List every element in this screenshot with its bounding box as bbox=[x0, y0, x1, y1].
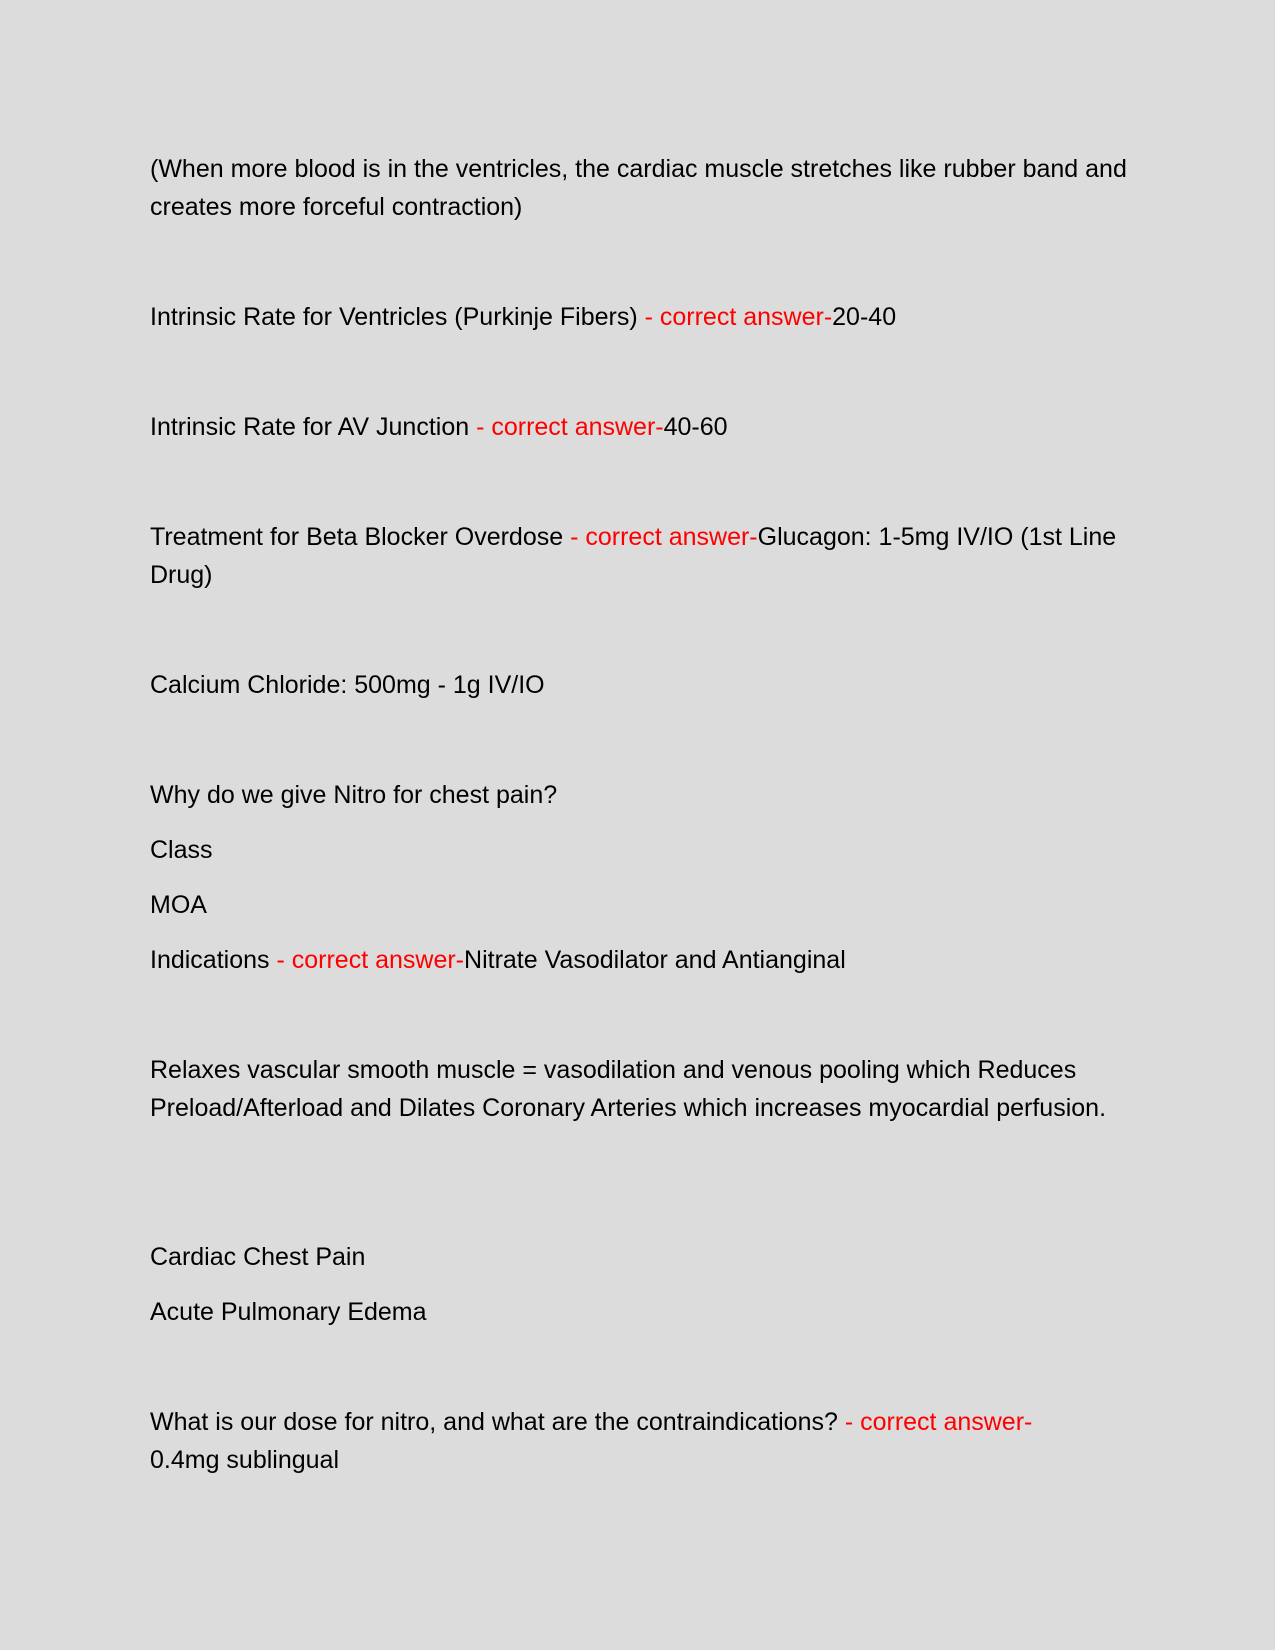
moa-label: MOA bbox=[150, 891, 207, 919]
correct-answer-marker: - correct answer- bbox=[644, 303, 833, 331]
calcium-chloride-line bbox=[150, 666, 1130, 704]
calcium-chloride-text: Calcium Chloride: 500mg - 1g IV/IO bbox=[150, 671, 545, 699]
nitro-question-text: Why do we give Nitro for chest pain? bbox=[150, 781, 558, 809]
nitro-question-line bbox=[150, 776, 1130, 814]
class-line bbox=[150, 831, 1130, 869]
indication-text: Cardiac Chest Pain bbox=[150, 1243, 366, 1271]
flashcard-nitro-indications bbox=[150, 941, 1130, 979]
answer-text: 0.4mg sublingual bbox=[150, 1446, 340, 1474]
answer-text: Nitrate Vasodilator and Antianginal bbox=[464, 946, 846, 974]
flashcard-nitro-dose bbox=[150, 1403, 1130, 1479]
moa-line bbox=[150, 886, 1130, 924]
correct-answer-marker: - correct answer- bbox=[276, 946, 465, 974]
class-label: Class bbox=[150, 836, 213, 864]
frank-starling-text: (When more blood is in the ventricles, the cardiac muscle stretches like rubber band and creates more forceful contraction) bbox=[150, 155, 1127, 221]
frank-starling-note bbox=[150, 150, 1130, 226]
answer-text: 20-40 bbox=[832, 303, 897, 331]
moa-answer-text: Relaxes vascular smooth muscle = vasodilation and venous pooling which Reduces Preload/Afterload and Dilates Coronary Arteries which increases myocardial perfusion. bbox=[150, 1056, 1107, 1122]
answer-text: 40-60 bbox=[663, 413, 728, 441]
question-text: What is our dose for nitro, and what are the contraindications? bbox=[150, 1408, 845, 1436]
answer-text: Glucagon: 1-5mg IV/IO (1st Line Drug) bbox=[150, 523, 1117, 589]
flashcard-ventricles-rate bbox=[150, 298, 1130, 336]
correct-answer-marker: - correct answer- bbox=[476, 413, 664, 441]
question-text: Intrinsic Rate for Ventricles (Purkinje Fibers) bbox=[150, 303, 645, 331]
flashcard-beta-blocker bbox=[150, 518, 1130, 594]
moa-answer-paragraph bbox=[150, 1051, 1130, 1127]
indication-line-1 bbox=[150, 1238, 1130, 1276]
question-text: Indications bbox=[150, 946, 277, 974]
question-text: Intrinsic Rate for AV Junction bbox=[150, 413, 477, 441]
correct-answer-marker: - correct answer- bbox=[570, 523, 758, 551]
flashcard-av-junction-rate bbox=[150, 408, 1130, 446]
indication-text: Acute Pulmonary Edema bbox=[150, 1298, 427, 1326]
indication-line-2 bbox=[150, 1293, 1130, 1331]
question-text: Treatment for Beta Blocker Overdose bbox=[150, 523, 571, 551]
correct-answer-marker: - correct answer- bbox=[844, 1408, 1033, 1436]
